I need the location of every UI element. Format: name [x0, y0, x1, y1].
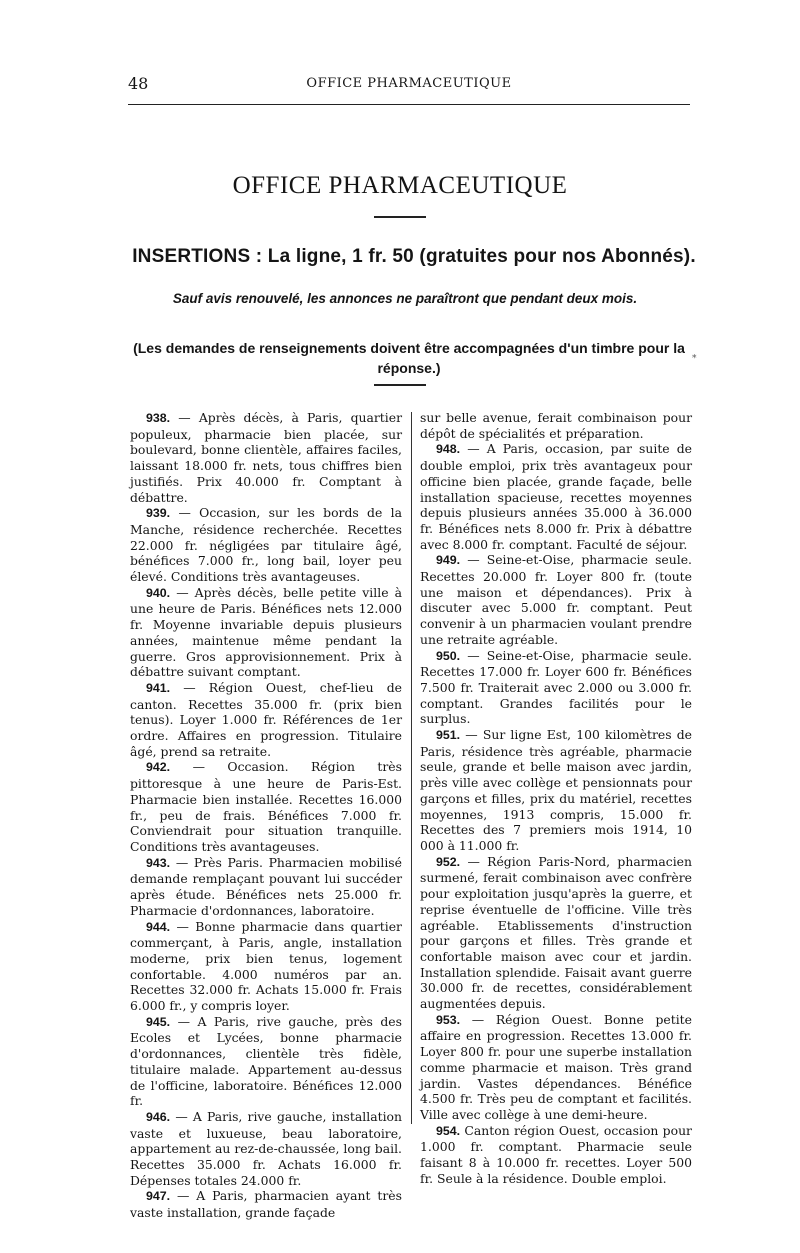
- running-head: [128, 70, 690, 94]
- listing-entry: [130, 1014, 402, 1109]
- listing-number: 944.: [146, 919, 171, 934]
- listing-number: 941.: [146, 680, 171, 695]
- listing-number: 953.: [436, 1012, 461, 1027]
- listing-text: — Région Paris-Nord, pharmacien surmené, ferait combinaison avec confrère pour exploitation jusqu'après la guerre, et reprise éventuelle de l'officine. Ville très agréable. Etablissements d'instruction pour garçons et filles. Très grande et confortable maison avec cour et jardin. Installation splendide. Faisait avant guerre 30.000 fr. de recettes, considérablement augmentées depuis.: [420, 853, 692, 1012]
- listing-number: 950.: [436, 648, 461, 663]
- listing-text: — Seine-et-Oise, pharmacie seule. Recettes 20.000 fr. Loyer 800 fr. (toute une maison et dépendances). Prix à discuter avec 5.000 fr. comptant. Peut convenir à un pharmacien voulant prendre une retraite agréable.: [420, 552, 692, 647]
- listing-text: — Région Ouest. Bonne petite affaire en progression. Recettes 13.000 fr. Loyer 800 fr. pour une superbe installation comme pharmacie et maison. Très grand jardin. Vastes dépendances. Bénéfice 4.500 fr. Très peu de comptant et facilités. Ville avec collège à une demi-heure.: [420, 1011, 692, 1122]
- listing-text: — Près Paris. Pharmacien mobilisé demande remplaçant pouvant lui succéder après étude. Bénéfices nets 25.000 fr. Pharmacie d'ordonnances, laboratoire.: [130, 854, 402, 918]
- running-title: OFFICE PHARMACEUTIQUE: [306, 76, 512, 91]
- insertions-rate: INSERTIONS : La ligne, 1 fr. 50 (gratuites pour nos Abonnés).: [132, 246, 696, 267]
- listing-text: Canton région Ouest, occasion pour 1.000 fr. comptant. Pharmacie seule faisant 8 à 10.000 fr. recettes. Loyer 500 fr. Seule à la résidence. Double emploi.: [420, 1122, 692, 1186]
- listing-text: — Seine-et-Oise, pharmacie seule. Recettes 17.000 fr. Loyer 600 fr. Bénéfices 7.500 fr. Traiterait avec 2.000 ou 3.000 fr. comptant. Grandes facilités pour le surplus.: [420, 647, 692, 727]
- listing-text: — A Paris, pharmacien ayant très vaste installation, grande façade: [130, 1188, 402, 1221]
- listing-text: — Occasion. Région très pittoresque à une heure de Paris-Est. Pharmacie bien installée. Recettes 16.000 fr., peu de frais. Bénéfices 7.000 fr. Conviendrait pour situation tranquille. Conditions très avantageuses.: [130, 759, 402, 854]
- listing-text: — Bonne pharmacie dans quartier commerçant, à Paris, angle, installation moderne, prix bien tenus, logement confortable. 4.000 numéros par an. Recettes 32.000 fr. Achats 15.000 fr. Frais 6.000 fr., y compris loyer.: [130, 918, 402, 1014]
- listing-number: 942.: [146, 760, 171, 775]
- margin-mark: *: [692, 354, 697, 364]
- listing-number: 948.: [436, 442, 461, 457]
- listing-entry: [130, 680, 402, 760]
- listing-entry: [420, 1123, 692, 1187]
- listing-text: — A Paris, rive gauche, près des Ecoles et Lycées, bonne pharmacie d'ordonnances, clientèle très fidèle, titulaire malade. Appartement au-dessus de l'officine, laboratoire. Bénéfices 12.000 fr.: [130, 1013, 402, 1109]
- page-number: 48: [128, 74, 149, 93]
- listing-entry: [130, 759, 402, 854]
- listing-entry: [420, 1012, 692, 1123]
- listing-number: 940.: [146, 585, 171, 600]
- listing-number: 954.: [436, 1123, 461, 1138]
- listing-number: 943.: [146, 855, 171, 870]
- listing-entry: [420, 854, 692, 1012]
- listing-entry: [130, 1109, 402, 1189]
- listing-entry: [130, 410, 402, 505]
- listing-number: 949.: [436, 553, 461, 568]
- listing-text: — A Paris, rive gauche, installation vaste et luxueuse, beau laboratoire, appartement au rez-de-chaussée, long bail. Recettes 35.000 fr. Achats 16.000 fr. Dépenses totales 24.000 fr.: [130, 1108, 402, 1188]
- listing-entry: [130, 1188, 402, 1220]
- listing-text: — Après décès, à Paris, quartier populeux, pharmacie bien placée, sur boulevard, bonne clientèle, affaires faciles, laissant 18.000 fr. nets, tous chiffres bien justifiés. Prix 40.000 fr. Comptant à débattre.: [130, 410, 402, 505]
- listing-number: 947.: [146, 1189, 171, 1204]
- listings-columns: [130, 410, 692, 1221]
- listing-text: — Région Ouest, chef-lieu de canton. Recettes 35.000 fr. (prix bien tenus). Loyer 1.000 fr. Références de 1er ordre. Affaires en progression. Titulaire âgé, prend sa retraite.: [130, 679, 402, 759]
- request-text: (Les demandes de renseignements doivent être accompagnées d'un timbre pour la réponse.): [133, 340, 685, 376]
- listing-entry: [420, 441, 692, 552]
- listing-number: 952.: [436, 854, 461, 869]
- notice-text: Sauf avis renouvelé, les annonces ne paraîtront que pendant deux mois.: [172, 291, 638, 306]
- listing-entry: [130, 919, 402, 1014]
- listing-number: 938.: [146, 411, 171, 425]
- listing-entry: [420, 727, 692, 854]
- header-rule: [128, 104, 690, 105]
- section-rule: [374, 384, 426, 386]
- right-column: [420, 410, 692, 1186]
- listing-entry: [130, 585, 402, 680]
- listing-text: — Après décès, belle petite ville à une heure de Paris. Bénéfices nets 12.000 fr. Moyenne invariable depuis plusieurs années, maintenue même pendant la guerre. Gros approvisionnement. Prix à débattre suivant comptant.: [130, 584, 402, 680]
- title-rule: [374, 216, 426, 218]
- listing-text: sur belle avenue, ferait combinaison pour dépôt de spécialités et préparation.: [420, 410, 692, 441]
- column-divider: [411, 412, 412, 1124]
- listing-entry: [130, 505, 402, 585]
- listing-number: 946.: [146, 1109, 171, 1124]
- listing-text: — Sur ligne Est, 100 kilomètres de Paris, résidence très agréable, pharmacie seule, grande et belle maison avec jardin, près ville avec collège et pensionnats pour garçons et filles, prix du matériel, recettes moyennes, 1913 compris, 15.000 fr. Recettes des 7 premiers mois 1914, 10 000 à 11.000 fr.: [420, 727, 692, 853]
- left-column: [130, 410, 402, 1221]
- listing-number: 951.: [436, 728, 461, 743]
- page-title: OFFICE PHARMACEUTIQUE: [232, 172, 568, 199]
- listing-entry: [420, 648, 692, 728]
- listing-text: — Occasion, sur les bords de la Manche, résidence recherchée. Recettes 22.000 fr. négligées par titulaire âgé, bénéfices 7.000 fr., long bail, loyer peu élevé. Conditions très avantageuses.: [130, 505, 402, 585]
- listing-entry: [130, 855, 402, 919]
- listing-number: 939.: [146, 506, 171, 521]
- listing-entry: [420, 552, 692, 647]
- listing-entry: [420, 410, 692, 441]
- listing-text: — A Paris, occasion, par suite de double emploi, prix très avantageux pour officine bien placée, grande façade, belle installation spacieuse, recettes moyennes depuis plusieurs années 35.000 à 36.000 fr. Bénéfices nets 8.000 fr. Prix à débattre avec 8.000 fr. comptant. Faculté de séjour.: [420, 441, 692, 552]
- listing-number: 945.: [146, 1014, 171, 1029]
